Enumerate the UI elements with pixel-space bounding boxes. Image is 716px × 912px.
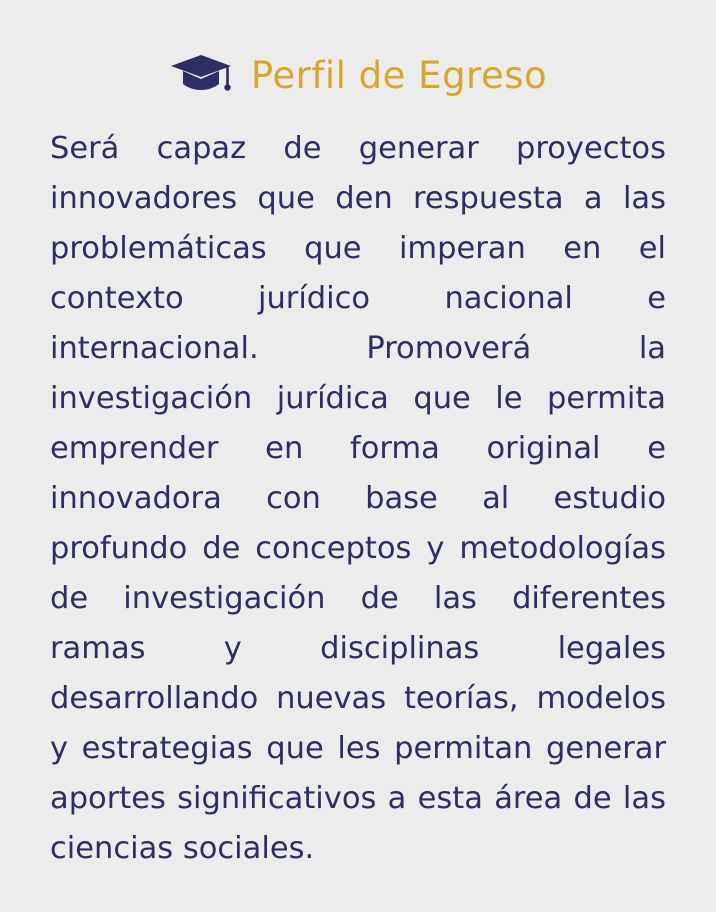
profile-description-text: Será capaz de generar proyectos innovadores que den respuesta a las problemáticas que imperan en el contexto jurídico nacional e internacional. Promoverá la investigación jurídica que le permita emprender en forma original e innovadora con base al estudio profundo de conceptos y metodologías de investigación de las diferentes ramas y disciplinas legales desarrollando nuevas teorías, modelos y estrategias que les permitan generar aportes significativos a esta área de las ciencias sociales. [50, 131, 666, 866]
page-title: Perfil de Egreso [250, 53, 548, 97]
card-header [48, 40, 668, 110]
graduation-cap-icon [169, 51, 233, 99]
